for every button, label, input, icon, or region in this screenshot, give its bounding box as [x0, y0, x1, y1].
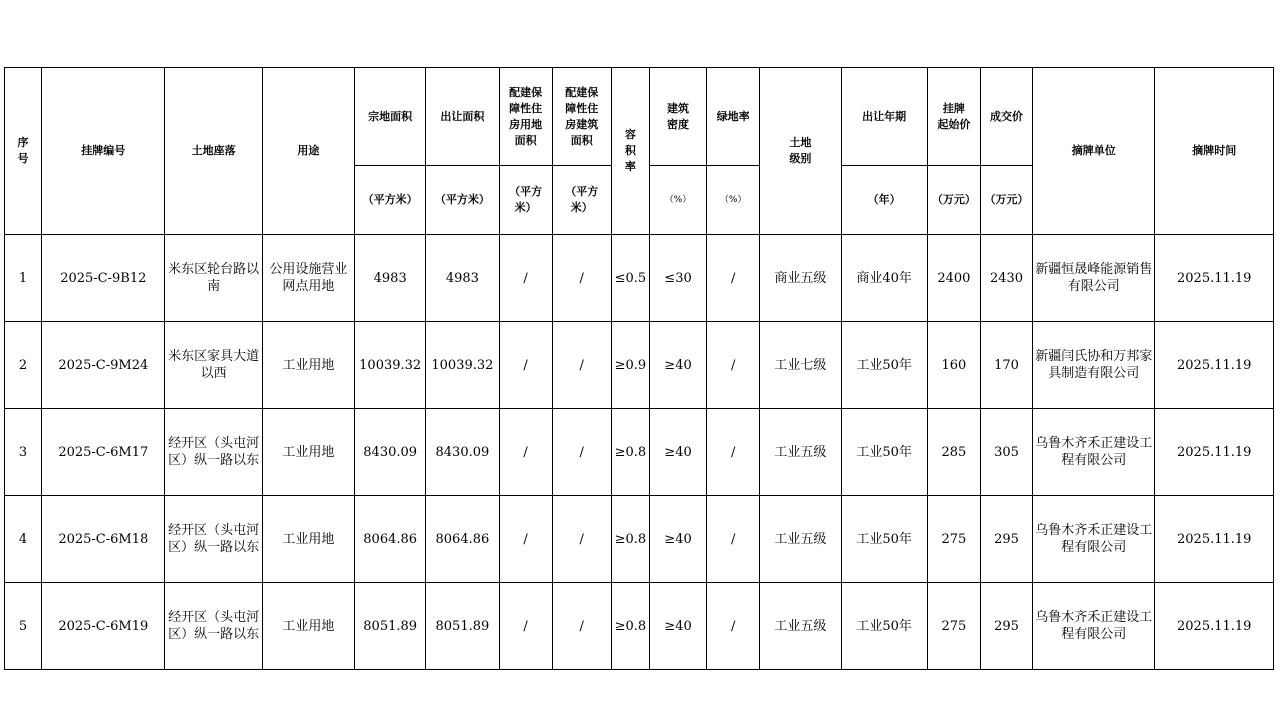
- unit-green-rate: （%）: [707, 166, 760, 235]
- cell-build-density: ≤30: [649, 235, 706, 322]
- unit-term: （年）: [841, 166, 927, 235]
- cell-location: 经开区（头屯河区）纵一路以东: [165, 409, 262, 496]
- cell-start-price: 2400: [927, 235, 980, 322]
- cell-listing-no: 2025-C-6M18: [42, 496, 165, 583]
- cell-term: 工业50年: [841, 322, 927, 409]
- cell-green-rate: /: [707, 409, 760, 496]
- cell-housing-build-area: /: [552, 322, 611, 409]
- table-row: [5, 496, 1274, 583]
- cell-term: 工业50年: [841, 496, 927, 583]
- cell-transfer-area: 8064.86: [426, 496, 499, 583]
- cell-use: 工业用地: [262, 496, 354, 583]
- header-green-rate: 绿地率: [707, 68, 760, 166]
- land-transfer-table: [4, 67, 1274, 670]
- table-row: [5, 322, 1274, 409]
- cell-start-price: 275: [927, 496, 980, 583]
- cell-parcel-area: 4983: [355, 235, 426, 322]
- cell-use: 工业用地: [262, 409, 354, 496]
- cell-use: 公用设施营业网点用地: [262, 235, 354, 322]
- cell-seq: 3: [5, 409, 42, 496]
- unit-housing-land-area: （平方 米）: [499, 166, 552, 235]
- cell-deal-price: 305: [980, 409, 1032, 496]
- cell-winner: 新疆闫氏协和万邦家具制造有限公司: [1033, 322, 1155, 409]
- header-plot-ratio: 容 积 率: [611, 68, 649, 235]
- cell-start-price: 275: [927, 583, 980, 670]
- cell-land-grade: 商业五级: [760, 235, 841, 322]
- cell-transfer-area: 4983: [426, 235, 499, 322]
- unit-housing-build-area: （平方 米）: [552, 166, 611, 235]
- cell-winner: 乌鲁木齐禾正建设工程有限公司: [1033, 496, 1155, 583]
- cell-housing-land-area: /: [499, 235, 552, 322]
- header-winner: 摘牌单位: [1033, 68, 1155, 235]
- cell-plot-ratio: ≥0.8: [611, 496, 649, 583]
- header-transfer-area: 出让面积: [426, 68, 499, 166]
- cell-transfer-area: 8430.09: [426, 409, 499, 496]
- cell-start-price: 160: [927, 322, 980, 409]
- header-housing-build-area: 配建保 障性住 房建筑 面积: [552, 68, 611, 166]
- cell-housing-land-area: /: [499, 322, 552, 409]
- cell-green-rate: /: [707, 235, 760, 322]
- cell-build-density: ≥40: [649, 409, 706, 496]
- cell-parcel-area: 10039.32: [355, 322, 426, 409]
- cell-deal-price: 2430: [980, 235, 1032, 322]
- header-build-density: 建筑 密度: [649, 68, 706, 166]
- cell-deal-time: 2025.11.19: [1155, 583, 1274, 670]
- cell-land-grade: 工业五级: [760, 409, 841, 496]
- cell-listing-no: 2025-C-9M24: [42, 322, 165, 409]
- header-listing-no: 挂牌编号: [42, 68, 165, 235]
- cell-use: 工业用地: [262, 583, 354, 670]
- cell-parcel-area: 8064.86: [355, 496, 426, 583]
- cell-location: 米东区家具大道以西: [165, 322, 262, 409]
- cell-green-rate: /: [707, 583, 760, 670]
- table-body: [5, 235, 1274, 670]
- unit-start-price: （万元）: [927, 166, 980, 235]
- cell-plot-ratio: ≥0.9: [611, 322, 649, 409]
- cell-deal-price: 295: [980, 583, 1032, 670]
- cell-winner: 新疆恒晟峰能源销售有限公司: [1033, 235, 1155, 322]
- header-location: 土地座落: [165, 68, 262, 235]
- cell-seq: 1: [5, 235, 42, 322]
- cell-transfer-area: 8051.89: [426, 583, 499, 670]
- cell-build-density: ≥40: [649, 322, 706, 409]
- cell-land-grade: 工业五级: [760, 496, 841, 583]
- cell-location: 经开区（头屯河区）纵一路以东: [165, 583, 262, 670]
- unit-deal-price: （万元）: [980, 166, 1032, 235]
- cell-use: 工业用地: [262, 322, 354, 409]
- unit-build-density: （%）: [649, 166, 706, 235]
- cell-plot-ratio: ≥0.8: [611, 409, 649, 496]
- cell-plot-ratio: ≥0.8: [611, 583, 649, 670]
- cell-parcel-area: 8430.09: [355, 409, 426, 496]
- cell-start-price: 285: [927, 409, 980, 496]
- cell-housing-build-area: /: [552, 409, 611, 496]
- cell-land-grade: 工业五级: [760, 583, 841, 670]
- header-term: 出让年期: [841, 68, 927, 166]
- cell-green-rate: /: [707, 496, 760, 583]
- cell-location: 经开区（头屯河区）纵一路以东: [165, 496, 262, 583]
- cell-deal-time: 2025.11.19: [1155, 322, 1274, 409]
- unit-parcel-area: （平方米）: [355, 166, 426, 235]
- cell-deal-time: 2025.11.19: [1155, 409, 1274, 496]
- table-row: [5, 583, 1274, 670]
- cell-winner: 乌鲁木齐禾正建设工程有限公司: [1033, 583, 1155, 670]
- cell-seq: 2: [5, 322, 42, 409]
- table-row: [5, 409, 1274, 496]
- cell-deal-time: 2025.11.19: [1155, 496, 1274, 583]
- cell-housing-land-area: /: [499, 583, 552, 670]
- header-parcel-area: 宗地面积: [355, 68, 426, 166]
- header-use: 用途: [262, 68, 354, 235]
- table-header: [5, 68, 1274, 235]
- cell-build-density: ≥40: [649, 583, 706, 670]
- cell-seq: 4: [5, 496, 42, 583]
- cell-housing-land-area: /: [499, 496, 552, 583]
- cell-build-density: ≥40: [649, 496, 706, 583]
- cell-land-grade: 工业七级: [760, 322, 841, 409]
- header-deal-price: 成交价: [980, 68, 1032, 166]
- cell-plot-ratio: ≤0.5: [611, 235, 649, 322]
- cell-winner: 乌鲁木齐禾正建设工程有限公司: [1033, 409, 1155, 496]
- cell-term: 工业50年: [841, 583, 927, 670]
- cell-listing-no: 2025-C-9B12: [42, 235, 165, 322]
- cell-deal-price: 295: [980, 496, 1032, 583]
- cell-location: 米东区轮台路以南: [165, 235, 262, 322]
- cell-term: 工业50年: [841, 409, 927, 496]
- header-start-price: 挂牌 起始价: [927, 68, 980, 166]
- header-seq: 序 号: [5, 68, 42, 235]
- cell-deal-price: 170: [980, 322, 1032, 409]
- cell-housing-build-area: /: [552, 583, 611, 670]
- cell-deal-time: 2025.11.19: [1155, 235, 1274, 322]
- header-land-grade: 土地 级别: [760, 68, 841, 235]
- cell-term: 商业40年: [841, 235, 927, 322]
- cell-listing-no: 2025-C-6M19: [42, 583, 165, 670]
- cell-parcel-area: 8051.89: [355, 583, 426, 670]
- header-housing-land-area: 配建保 障性住 房用地 面积: [499, 68, 552, 166]
- table-row: [5, 235, 1274, 322]
- cell-housing-build-area: /: [552, 235, 611, 322]
- cell-listing-no: 2025-C-6M17: [42, 409, 165, 496]
- cell-green-rate: /: [707, 322, 760, 409]
- cell-housing-build-area: /: [552, 496, 611, 583]
- cell-housing-land-area: /: [499, 409, 552, 496]
- unit-transfer-area: （平方米）: [426, 166, 499, 235]
- header-deal-time: 摘牌时间: [1155, 68, 1274, 235]
- cell-transfer-area: 10039.32: [426, 322, 499, 409]
- cell-seq: 5: [5, 583, 42, 670]
